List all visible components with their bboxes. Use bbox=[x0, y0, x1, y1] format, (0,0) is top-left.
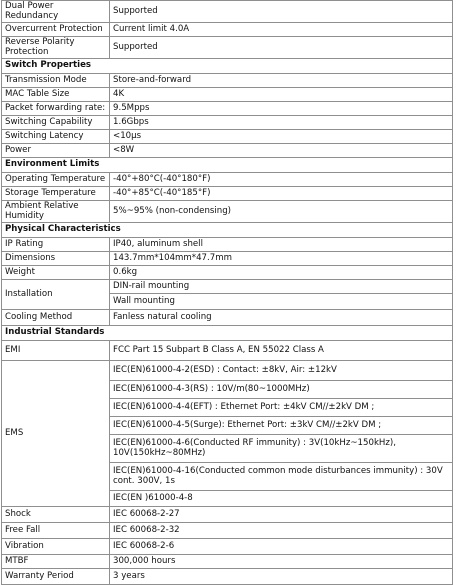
spec-label: MTBF bbox=[2, 554, 110, 568]
spec-label: Operating Temperature bbox=[2, 172, 110, 186]
section-heading: Industrial Standards bbox=[2, 325, 453, 340]
spec-label: MAC Table Size bbox=[2, 87, 110, 101]
spec-value: -40°+80°C(-40°180°F) bbox=[110, 172, 453, 186]
spec-row-mac-table-size bbox=[2, 87, 453, 101]
section-industrial-standards bbox=[2, 325, 453, 340]
spec-label: Switching Capability bbox=[2, 115, 110, 129]
spec-value: 9.5Mpps bbox=[110, 101, 453, 115]
spec-value: IEC(EN)61000-4-2(ESD) : Contact: ±8kV, Air: ±12kV bbox=[110, 360, 453, 380]
spec-value: IEC(EN)61000-4-5(Surge): Ethernet Port: ±3kV CM//±2kV DM ; bbox=[110, 416, 453, 434]
spec-row-ip-rating bbox=[2, 237, 453, 251]
spec-label: Weight bbox=[2, 265, 110, 279]
spec-row-reverse-polarity-protection bbox=[2, 36, 453, 58]
spec-value: Supported bbox=[110, 36, 453, 58]
spec-value: Current limit 4.0A bbox=[110, 22, 453, 36]
spec-value: Wall mounting bbox=[110, 293, 453, 309]
spec-label: Free Fall bbox=[2, 522, 110, 538]
spec-row-weight bbox=[2, 265, 453, 279]
spec-row-vibration bbox=[2, 538, 453, 554]
spec-value: -40°+85°C(-40°185°F) bbox=[110, 186, 453, 200]
specifications-table bbox=[1, 0, 453, 585]
spec-value: IEC(EN)61000-4-3(RS) : 10V/m(80~1000MHz) bbox=[110, 380, 453, 398]
spec-value: 4K bbox=[110, 87, 453, 101]
spec-row-overcurrent-protection bbox=[2, 22, 453, 36]
spec-row-warranty-period bbox=[2, 568, 453, 584]
spec-label: Dimensions bbox=[2, 251, 110, 265]
spec-row-mtbf bbox=[2, 554, 453, 568]
section-heading: Switch Properties bbox=[2, 58, 453, 73]
section-heading: Physical Characteristics bbox=[2, 222, 453, 237]
spec-row-packet-forwarding-rate bbox=[2, 101, 453, 115]
spec-value: IP40, aluminum shell bbox=[110, 237, 453, 251]
spec-value: DIN-rail mounting bbox=[110, 279, 453, 293]
spec-label: Cooling Method bbox=[2, 309, 110, 325]
section-physical-characteristics bbox=[2, 222, 453, 237]
section-heading: Environment Limits bbox=[2, 157, 453, 172]
spec-value: <8W bbox=[110, 143, 453, 157]
spec-row-power bbox=[2, 143, 453, 157]
section-environment-limits bbox=[2, 157, 453, 172]
spec-label: EMI bbox=[2, 340, 110, 360]
spec-value: 3 years bbox=[110, 568, 453, 584]
spec-row-ambient-relative-humidity bbox=[2, 200, 453, 222]
spec-label: Power bbox=[2, 143, 110, 157]
spec-label: Vibration bbox=[2, 538, 110, 554]
spec-row-dimensions bbox=[2, 251, 453, 265]
spec-label: EMS bbox=[2, 360, 110, 506]
spec-row-ems bbox=[2, 360, 453, 380]
spec-label: Switching Latency bbox=[2, 129, 110, 143]
spec-value: 5%~95% (non-condensing) bbox=[110, 200, 453, 222]
spec-value: Fanless natural cooling bbox=[110, 309, 453, 325]
spec-label: IP Rating bbox=[2, 237, 110, 251]
spec-row-dual-power-redundancy bbox=[2, 1, 453, 23]
spec-label: Overcurrent Protection bbox=[2, 22, 110, 36]
spec-label: Storage Temperature bbox=[2, 186, 110, 200]
spec-label: Ambient Relative Humidity bbox=[2, 200, 110, 222]
spec-row-cooling-method bbox=[2, 309, 453, 325]
spec-value: 0.6kg bbox=[110, 265, 453, 279]
spec-value: IEC 60068-2-27 bbox=[110, 506, 453, 522]
spec-row-emi bbox=[2, 340, 453, 360]
spec-value: 300,000 hours bbox=[110, 554, 453, 568]
spec-value: Supported bbox=[110, 1, 453, 23]
spec-label: Packet forwarding rate: bbox=[2, 101, 110, 115]
spec-value: 1.6Gbps bbox=[110, 115, 453, 129]
spec-label: Installation bbox=[2, 279, 110, 309]
spec-row-installation bbox=[2, 279, 453, 293]
spec-value: IEC(EN)61000-4-4(EFT) : Ethernet Port: ±4kV CM//±2kV DM ; bbox=[110, 398, 453, 416]
spec-row-operating-temperature bbox=[2, 172, 453, 186]
spec-row-switching-capability bbox=[2, 115, 453, 129]
spec-label: Reverse Polarity Protection bbox=[2, 36, 110, 58]
spec-value: <10μs bbox=[110, 129, 453, 143]
spec-label: Dual Power Redundancy bbox=[2, 1, 110, 23]
spec-value: Store-and-forward bbox=[110, 73, 453, 87]
spec-value: IEC(EN)61000-4-16(Conducted common mode disturbances immunity) : 30V cont. 300V, 1s bbox=[110, 462, 453, 490]
spec-value: IEC 60068-2-6 bbox=[110, 538, 453, 554]
spec-value: IEC 60068-2-32 bbox=[110, 522, 453, 538]
spec-value: FCC Part 15 Subpart B Class A, EN 55022 Class A bbox=[110, 340, 453, 360]
spec-value: IEC(EN )61000-4-8 bbox=[110, 490, 453, 506]
spec-row-shock bbox=[2, 506, 453, 522]
spec-value: 143.7mm*104mm*47.7mm bbox=[110, 251, 453, 265]
specifications-body bbox=[2, 1, 453, 585]
spec-row-transmission-mode bbox=[2, 73, 453, 87]
section-switch-properties bbox=[2, 58, 453, 73]
spec-value: IEC(EN)61000-4-6(Conducted RF immunity) : 3V(10kHz~150kHz), 10V(150kHz~80MHz) bbox=[110, 434, 453, 462]
spec-row-free-fall bbox=[2, 522, 453, 538]
spec-label: Warranty Period bbox=[2, 568, 110, 584]
spec-label: Shock bbox=[2, 506, 110, 522]
spec-row-switching-latency bbox=[2, 129, 453, 143]
spec-label: Transmission Mode bbox=[2, 73, 110, 87]
spec-row-storage-temperature bbox=[2, 186, 453, 200]
